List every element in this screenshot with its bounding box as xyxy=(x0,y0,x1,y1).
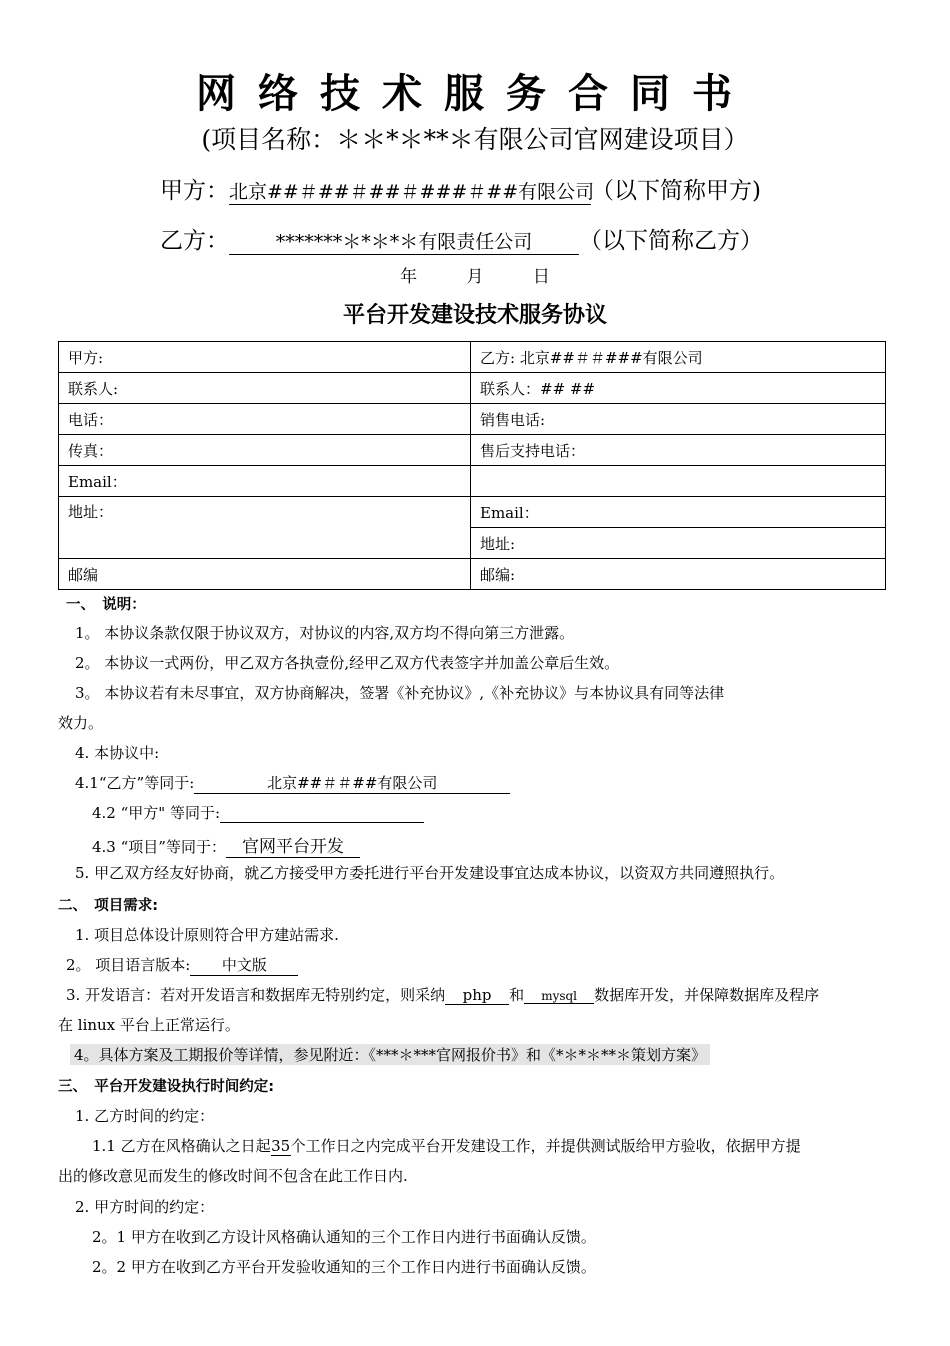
item-4-3-value: 官网平台开发 xyxy=(226,832,360,858)
date-year: 年 xyxy=(400,267,418,287)
item-4-1-value: 北京##＃＃##有限公司 xyxy=(194,772,510,794)
sec3-item-1: 1. 乙方时间的约定： xyxy=(75,1107,215,1125)
sec1-item-3: 3。 本协议若有未尽事宜，双方协商解决，签署《补充协议》,《补充协议》与本协议具有同等法律 xyxy=(75,684,725,702)
sec1-item-1: 1。 本协议条款仅限于协议双方，对协议的内容,双方均不得向第三方泄露。 xyxy=(75,624,575,642)
party-info-table xyxy=(58,341,886,590)
party-a-suffix: （以下简称甲方) xyxy=(591,178,761,204)
sec1-item-3-cont: 效力。 xyxy=(58,714,104,732)
party-b-email-cell: Email： xyxy=(471,497,886,528)
party-b-address-cell: 地址: xyxy=(471,528,886,559)
sec1-item-4: 4. 本协议中: xyxy=(75,744,160,762)
party-a-line xyxy=(160,172,761,205)
party-a-address-cell: 地址： xyxy=(59,497,471,559)
item-3-pre: 3. 开发语言：若对开发语言和数据库无特别约定，则采纳 xyxy=(66,986,446,1004)
section-3-heading: 三、 平台开发建设执行时间约定: xyxy=(58,1079,275,1095)
party-b-sales-phone-cell: 销售电话: xyxy=(471,404,886,435)
document-title: 网络技术服务合同书 xyxy=(196,71,754,117)
sec3-item-2-2: 2。2 甲方在收到乙方平台开发验收通知的三个工作日内进行书面确认反馈。 xyxy=(92,1258,596,1276)
item-4-2-label: 4.2 “甲方" 等同于: xyxy=(92,804,221,822)
party-b-suffix: （以下简称乙方） xyxy=(579,228,763,254)
item-3-and: 和 xyxy=(509,986,525,1004)
section-2-heading: 二、 项目需求: xyxy=(58,898,159,914)
table-row xyxy=(59,497,886,528)
party-a-email-cell: Email： xyxy=(59,466,471,497)
item-2-label: 2。 项目语言版本: xyxy=(66,956,191,974)
item-2-value: 中文版 xyxy=(190,954,298,976)
party-b-cell: 乙方: 北京##＃＃###有限公司 xyxy=(471,342,886,373)
sec3-item-1-1-cont: 出的修改意见而发生的修改时间不包含在此工作日内. xyxy=(58,1167,408,1185)
item-1-1-pre: 1.1 乙方在风格确认之日起 xyxy=(92,1137,271,1155)
empty-cell xyxy=(471,466,886,497)
project-name: (项目名称：＊＊*＊**＊有限公司官网建设项目） xyxy=(201,125,749,154)
sec2-item-3-cont: 在 linux 平台上正常运行。 xyxy=(58,1016,240,1034)
item-3-php: php xyxy=(445,986,509,1005)
party-a-name: 北京##＃##＃##＃###＃##有限公司 xyxy=(229,177,591,205)
sec3-item-2: 2. 甲方时间的约定： xyxy=(75,1198,215,1216)
party-b-name: *******＊*＊*＊有限责任公司 xyxy=(229,227,579,255)
sec1-item-4-3 xyxy=(92,832,360,858)
party-a-fax-cell: 传真： xyxy=(59,435,471,466)
sec3-item-1-1 xyxy=(92,1135,801,1156)
item-3-mysql: mysql xyxy=(524,989,594,1004)
sec1-item-5: 5. 甲乙双方经友好协商，就乙方接受甲方委托进行平台开发建设事宜达成本协议，以资双方共同遵照执行。 xyxy=(75,864,785,882)
item-1-1-days: 35 xyxy=(271,1137,291,1155)
date-month: 月 xyxy=(466,267,484,287)
sec2-item-1: 1. 项目总体设计原则符合甲方建站需求. xyxy=(75,926,339,944)
party-b-label: 乙方： xyxy=(160,228,229,254)
party-b-support-phone-cell: 售后支持电话： xyxy=(471,435,886,466)
sec2-item-3 xyxy=(66,984,819,1005)
sec3-item-2-1: 2。1 甲方在收到乙方设计风格确认通知的三个工作日内进行书面确认反馈。 xyxy=(92,1228,596,1246)
party-b-contact-cell: 联系人：## ## xyxy=(471,373,886,404)
party-a-contact-cell: 联系人: xyxy=(59,373,471,404)
party-b-postcode-cell: 邮编: xyxy=(471,559,886,590)
sec1-item-4-1 xyxy=(75,772,510,794)
date-line xyxy=(0,262,950,287)
table-row xyxy=(59,373,886,404)
table-row xyxy=(59,466,886,497)
table-row xyxy=(59,435,886,466)
sec2-item-4: 4。具体方案及工期报价等详情，参见附近：《***＊***官网报价书》和《*＊*＊**＊策划方案》 xyxy=(70,1044,710,1065)
party-b-line xyxy=(160,222,763,255)
table-row xyxy=(59,404,886,435)
sec1-item-2: 2。 本协议一式两份，甲乙双方各执壹份,经甲乙双方代表签字并加盖公章后生效。 xyxy=(75,654,620,672)
item-4-1-label: 4.1“乙方”等同于: xyxy=(75,774,195,792)
party-a-label: 甲方： xyxy=(160,178,229,204)
item-4-2-blank xyxy=(220,806,424,823)
party-a-cell: 甲方: xyxy=(59,342,471,373)
party-a-postcode-cell: 邮编 xyxy=(59,559,471,590)
agreement-title: 平台开发建设技术服务协议 xyxy=(342,303,607,328)
date-day: 日 xyxy=(532,267,550,287)
sec1-item-4-2 xyxy=(92,802,424,823)
item-3-post: 数据库开发，并保障数据库及程序 xyxy=(594,986,820,1004)
item-4-3-label: 4.3 “项目”等同于： xyxy=(92,838,226,856)
table-row xyxy=(59,559,886,590)
party-a-phone-cell: 电话： xyxy=(59,404,471,435)
item-1-1-post: 个工作日之内完成平台开发建设工作，并提供测试版给甲方验收，依据甲方提 xyxy=(290,1137,801,1155)
sec2-item-2 xyxy=(66,954,298,976)
table-row xyxy=(59,342,886,373)
section-1-heading: 一、 说明： xyxy=(66,597,146,613)
